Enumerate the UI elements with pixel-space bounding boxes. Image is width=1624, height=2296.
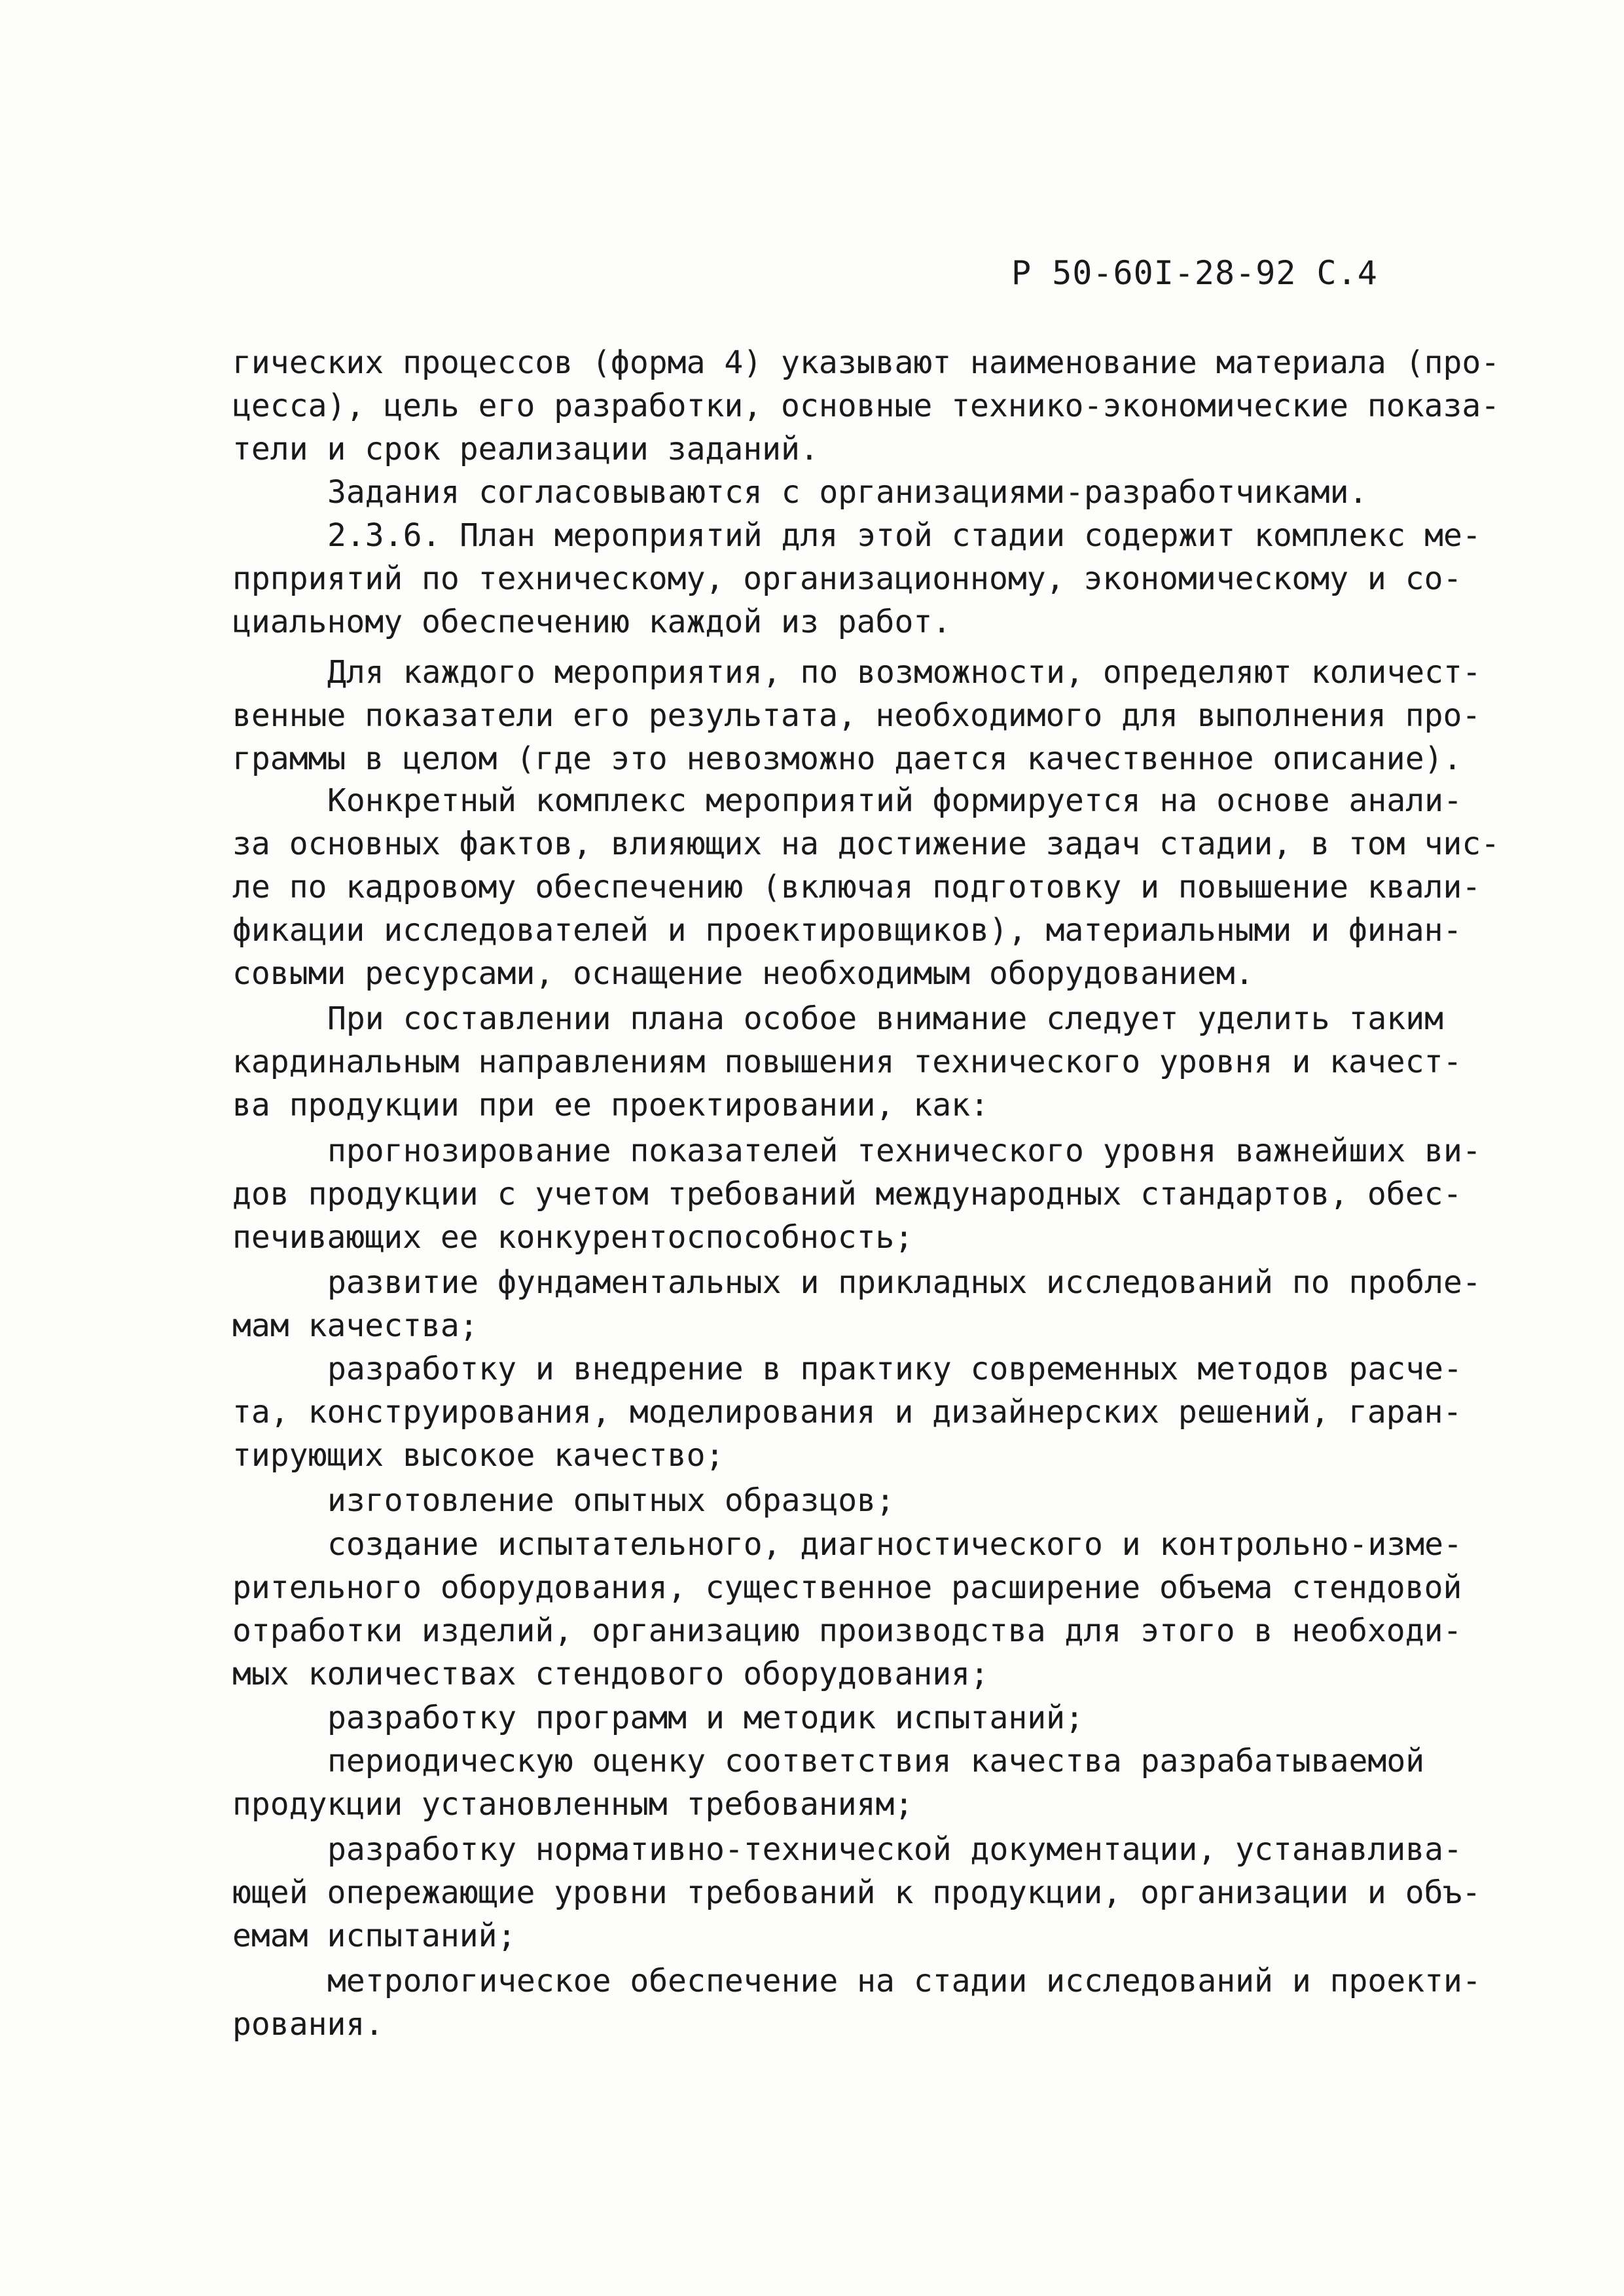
list-item-line: прогнозирование показателей технического уровня важнейших ви- [327, 1133, 1481, 1169]
text-line: ле по кадровому обеспечению (включая подготовку и повышение квали- [232, 869, 1481, 905]
text-line: Конкретный комплекс мероприятий формируется на основе анали- [327, 782, 1462, 819]
text-line: венные показатели его результата, необходимого для выполнения про- [232, 697, 1481, 734]
list-item-line: изготовление опытных образцов; [327, 1482, 895, 1519]
text-line: Задания согласовываются с организациями-разработчиками. [327, 474, 1368, 511]
text-line: продукции установленным требованиям; [232, 1786, 914, 1823]
text-line: мых количествах стендового оборудования; [232, 1656, 989, 1692]
list-item-line: развитие фундаментальных и прикладных исследований по пробле- [327, 1264, 1481, 1301]
text-line: ющей опережающие уровни требований к продукции, организации и объ- [232, 1874, 1481, 1911]
page-header: Р 50-60I-28-92 С.4 [1011, 254, 1378, 292]
list-item-line: метрологическое обеспечение на стадии исследований и проекти- [327, 1963, 1481, 1999]
text-line: фикации исследователей и проектировщиков), материальными и финан- [232, 912, 1462, 949]
text-line: кардинальным направлениям повышения технического уровня и качест- [232, 1044, 1462, 1080]
text-line: совыми ресурсами, оснащение необходимым оборудованием. [232, 955, 1254, 992]
text-line: дов продукции с учетом требований международных стандартов, обес- [232, 1176, 1462, 1212]
text-line: печивающих ее конкурентоспособность; [232, 1219, 914, 1256]
text-line: Для каждого мероприятия, по возможности, определяют количест- [327, 654, 1481, 691]
text-line: рования. [232, 2006, 384, 2043]
text-line: тели и срок реализации заданий. [232, 431, 819, 467]
text-line: та, конструирования, моделирования и дизайнерских решений, гаран- [232, 1394, 1462, 1430]
text-line: При составлении плана особое внимание следует уделить таким [327, 1000, 1444, 1037]
list-item-line: создание испытательного, диагностического и контрольно-изме- [327, 1526, 1462, 1563]
text-line: емам испытаний; [232, 1918, 516, 1954]
text-line: циальному обеспечению каждой из работ. [232, 604, 952, 640]
list-item-line: разработку нормативно-технической документации, устанавлива- [327, 1831, 1462, 1868]
text-line: цесса), цель его разработки, основные технико-экономические показа- [232, 388, 1500, 424]
section-2-3-6-start: 2.3.6. План мероприятий для этой стадии содержит комплекс ме- [327, 517, 1481, 554]
text-line: отработки изделий, организацию производства для этого в необходи- [232, 1613, 1462, 1649]
text-line: прприятий по техническому, организационному, экономическому и со- [232, 560, 1462, 597]
text-line: ва продукции при ее проектировании, как: [232, 1087, 989, 1123]
list-item-line: разработку программ и методик испытаний; [327, 1700, 1084, 1736]
text-line: за основных фактов, влияющих на достижение задач стадии, в том чис- [232, 826, 1500, 862]
text-line: мам качества; [232, 1307, 478, 1344]
list-item-line: периодическую оценку соответствия качества разрабатываемой [327, 1743, 1425, 1779]
text-line: рительного оборудования, существенное расширение объема стендовой [232, 1569, 1462, 1606]
text-line: граммы в целом (где это невозможно дается качественное описание). [232, 740, 1462, 777]
text-line: гических процессов (форма 4) указывают наименование материала (про- [232, 344, 1500, 381]
text-line: тирующих высокое качество; [232, 1437, 725, 1474]
list-item-line: разработку и внедрение в практику современных методов расче- [327, 1351, 1462, 1387]
